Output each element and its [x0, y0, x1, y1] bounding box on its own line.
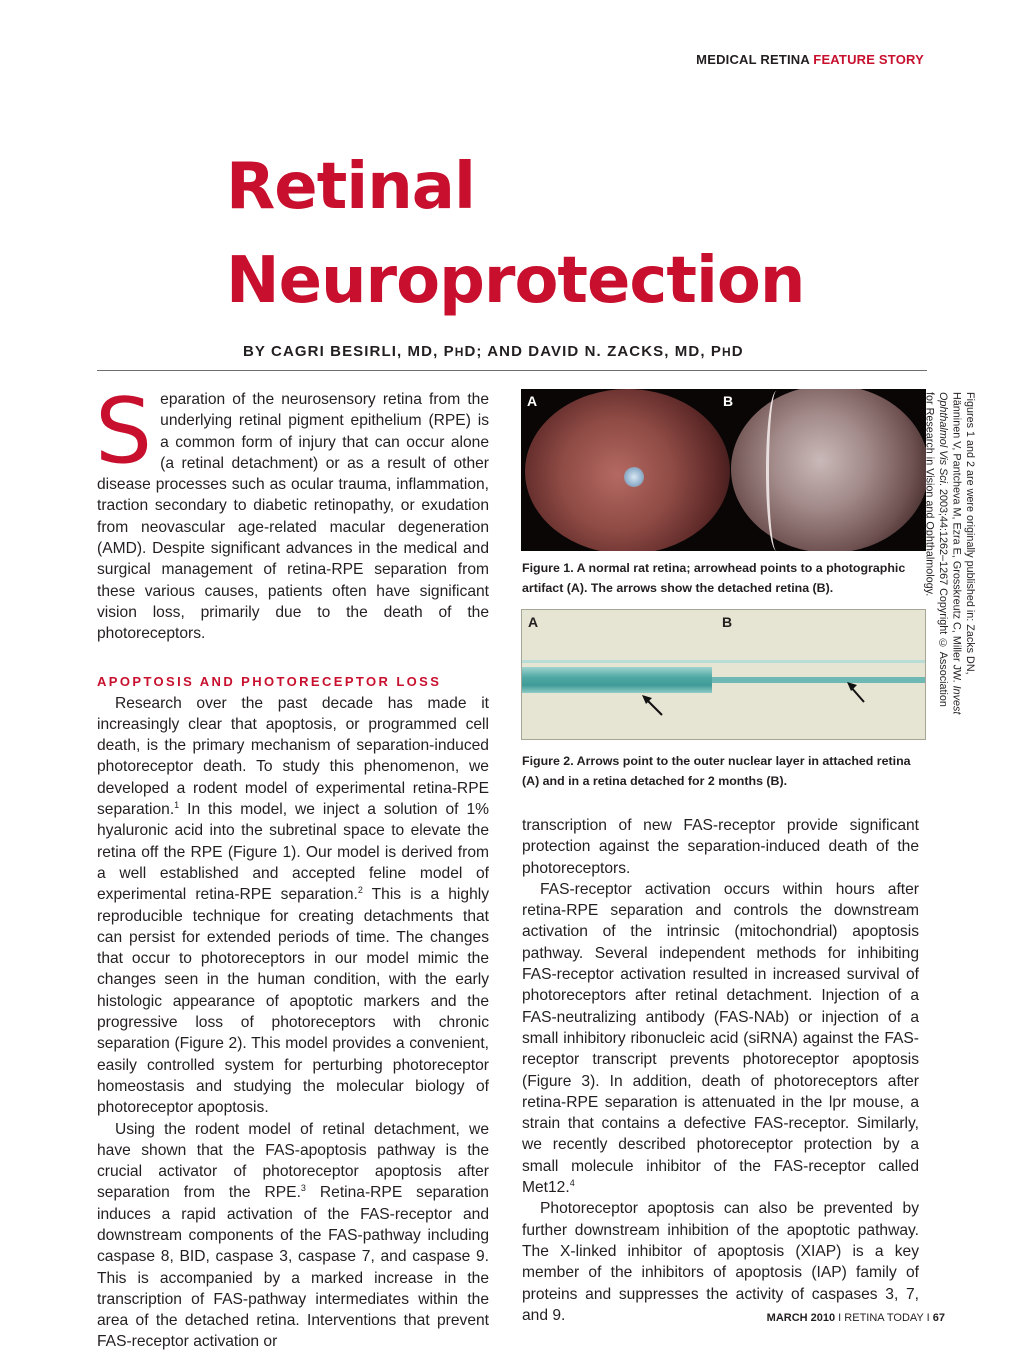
panel-label-b: B — [722, 614, 733, 630]
figure-credit — [923, 392, 976, 722]
body-paragraph: transcription of new FAS-receptor provide significant protection against the separation-induced death of the photoreceptors. — [522, 817, 919, 877]
caption-text: Figure 1. A normal rat retina; arrowhead points to a photographic artifact (A). The arrows show the detached retina (B). — [522, 561, 906, 595]
right-column — [522, 815, 919, 1326]
byline-part: H — [454, 345, 465, 359]
body-paragraph — [522, 879, 919, 1198]
text-run: This is a highly reproducible technique for creating detachments that can persist for extended periods of time. The changes that occur to photoreceptors in our model mimic the changes seen in the human condition, with the early histologic appearance of apoptotic markers and the progressive loss of photoreceptors with chronic separation (Figure 2). This model provides a convenient, easily controlled system for perturbing photoreceptor homeostasis and studying the molecular biology of photoreceptor apoptosis. — [97, 886, 490, 1117]
panel-label-a: A — [528, 614, 539, 630]
intro-paragraph — [95, 379, 489, 645]
separator: I — [835, 1312, 845, 1324]
byline — [243, 343, 744, 360]
separator: I — [923, 1312, 933, 1324]
text-run: FAS-receptor activation occurs within hours after retina-RPE separation and controls the downstream activation of the intrinsic (mitochondrial) apoptosis pathway. Several independent methods for inhibiting FAS-receptor activation resulted in increased survival of photoreceptors after retinal detachment. Injection of a FAS-neutralizing antibody (FAS-NAb) or injection of a small inhibitory ribonucleic acid (siRNA) against the FAS-receptor transcript prevents photoreceptor apoptosis (Figure 3). In addition, death of photoreceptors after retina-RPE separation is attenuated in the lpr mouse, a strain that contains a defective FAS-receptor. Similarly, we recently described photoreceptor protection by a small molecule inhibitor of the FAS-receptor called Met12. — [522, 880, 919, 1197]
arrow-tip — [847, 682, 857, 691]
title-line-2: Neuroprotection — [226, 244, 805, 318]
figure-2-image — [521, 609, 926, 740]
figure-2-caption — [522, 751, 922, 791]
text-run: Research over the past decade has made it increasingly clear that apoptosis, or programmed cell death, is the primary mechanism of separation-induced photoreceptor death. To study this phenomenon, we developed a rodent model of experimental retina-RPE separation. — [97, 694, 489, 819]
credit-journal: Invest Ophthalmol Vis Sci — [937, 392, 963, 715]
detached-retina-photo — [731, 389, 926, 551]
feature-label: FEATURE STORY — [813, 52, 924, 67]
text-run: Retina-RPE separation induces a rapid activation of the FAS-receptor and downstream components of the FAS-pathway including caspase 8, BID, caspase 3, caspase 7, and caspase 9. This is accompanied by a marked increase in the transcription of FAS-pathway intermediates within the area of the detached retina. Interventions that prevent FAS-receptor activation or — [97, 1184, 489, 1351]
figure-1-image — [521, 389, 926, 551]
text-run: Using the rodent model of retinal detachment, we have shown that the FAS-apoptosis pathway is the crucial activator of photoreceptor apoptosis after separation from the RPE. — [97, 1120, 489, 1202]
figure-1-caption — [522, 558, 922, 598]
panel-label-b: B — [723, 393, 734, 409]
caption-text: Figure 2. Arrows point to the outer nuclear layer in attached retina (A) and in a retina detached for 2 months (B). — [522, 754, 911, 788]
section-heading: APOPTOSIS AND PHOTORECEPTOR LOSS — [97, 673, 442, 689]
reference-marker: 2 — [357, 885, 363, 896]
retinal-fold — [766, 391, 787, 551]
credit-text: . 2003;44:1262–1267 Copyright © Association for Research in Vision and Ophthalmology. — [923, 392, 949, 707]
reference-marker: 3 — [300, 1183, 306, 1194]
reference-marker: 1 — [174, 800, 180, 811]
running-header — [696, 52, 924, 67]
magazine-name: RETINA TODAY — [844, 1312, 924, 1324]
intro-text: eparation of the neurosensory retina from the underlying retinal pigment epithelium (RPE) is a common form of injury that can occur alone (a retinal detachment) or as a result of other disease processes such as ocular trauma, inflammation, traction secondary to diabetic retinopathy, or exudation from neovascular age-related macular degeneration (AMD). Despite significant advances in the medical and surgical management of retina-RPE separation from these various causes, patients often have significant vision loss, primarily due to the death of the photoreceptors. — [97, 391, 489, 643]
panel-label-a: A — [527, 393, 538, 409]
body-paragraph: Photoreceptor apoptosis can also be prevented by further downstream inhibition of the apoptotic pathway. The X-linked inhibitor of apoptosis (XIAP) is a key member of the inhibitors of apoptosis (IAP) family of proteins and suppresses the activity of caspases 3, 7, and 9. — [522, 1200, 919, 1324]
left-column — [95, 379, 490, 1353]
text-run: In this model, we inject a solution of 1% hyaluronic acid into the subretinal space to elevate the retina off the RPE (Figure 1). Our model is derived from a well established and accepted feline model of experimental retina-RPE separation. — [97, 801, 489, 904]
drop-cap: S — [95, 379, 153, 484]
issue-date: MARCH 2010 — [766, 1312, 836, 1324]
page-footer — [767, 1312, 945, 1324]
body-paragraph — [97, 1119, 489, 1353]
credit-text: Figures 1 and 2 are were originally published in: Zacks DN, Hänninen V, Pantcheva M, Ezra E, Grosskreutz C, Miller JW. — [950, 392, 976, 686]
title-line-1: Retinal — [226, 150, 475, 224]
section-label: MEDICAL RETINA — [696, 52, 810, 67]
page-number: 67 — [932, 1312, 945, 1324]
article-title — [226, 140, 926, 328]
byline-part: D; AND DAVID N. ZACKS, MD, P — [464, 343, 722, 360]
byline-part: H — [721, 345, 732, 359]
artifact-spot — [624, 467, 644, 487]
byline-part: BY CAGRI BESIRLI, MD, P — [243, 343, 455, 360]
divider — [97, 370, 927, 371]
byline-part: D — [731, 343, 744, 360]
reference-marker: 4 — [569, 1178, 575, 1189]
body-paragraph — [97, 693, 489, 1119]
